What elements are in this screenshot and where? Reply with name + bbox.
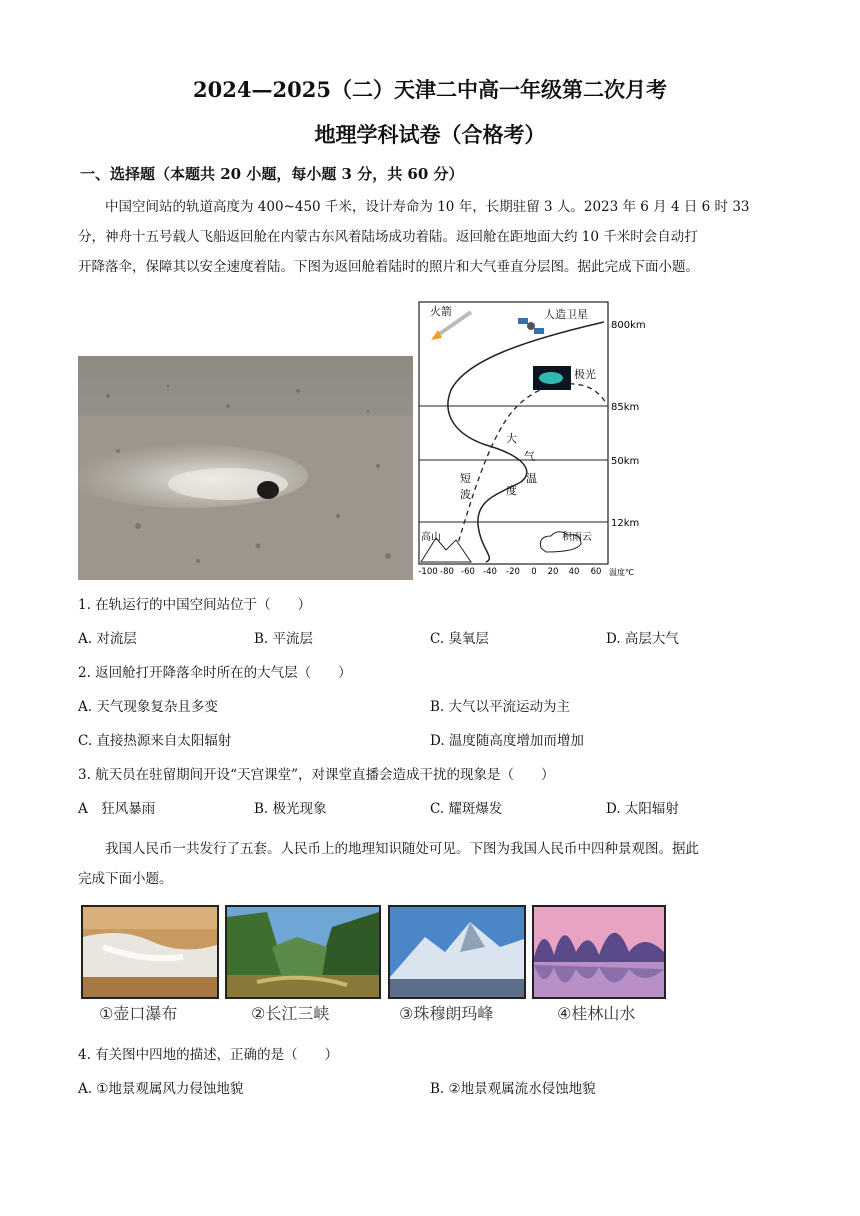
temp-char: 度 xyxy=(506,484,517,497)
question-stem: 3. 航天员在驻留期间开设“天宫课堂”，对课堂直播会造成干扰的现象是（ ） xyxy=(78,767,555,783)
x-tick: -80 xyxy=(440,567,454,577)
option[interactable]: A 狂风暴雨 xyxy=(78,801,156,817)
rocket-label: 火箭 xyxy=(430,305,452,318)
scene-three-gorges xyxy=(225,905,381,999)
option[interactable]: A. 天气现象复杂且多变 xyxy=(78,699,218,715)
option[interactable]: C. 耀斑爆发 xyxy=(430,801,503,817)
x-tick: 20 xyxy=(547,567,559,577)
x-tick: 40 xyxy=(568,567,580,577)
option[interactable]: A. 对流层 xyxy=(78,631,137,647)
capsule-landing-photo xyxy=(78,356,413,580)
x-tick: -100 xyxy=(418,567,438,577)
x-tick: -60 xyxy=(461,567,475,577)
shortwave-char: 短 xyxy=(460,472,471,485)
question-stem: 1. 在轨运行的中国空间站位于（ ） xyxy=(78,597,312,613)
option[interactable]: A. ①地景观属风力侵蚀地貌 xyxy=(78,1081,244,1097)
scene-caption: ②长江三峡 xyxy=(251,1004,330,1023)
altitude-50: 50km xyxy=(611,456,640,467)
passage-line: 开降落伞，保障其以安全速度着陆。下图为返回舱着陆时的照片和大气垂直分层图。据此完成下面小题。 xyxy=(78,259,699,275)
altitude-800: 800km xyxy=(611,320,646,331)
option[interactable]: B. 极光现象 xyxy=(254,801,327,817)
passage-line: 我国人民币一共发行了五套。人民币上的地理知识随处可见。下图为我国人民币中四种景观图。据此 xyxy=(105,841,699,857)
x-tick: -20 xyxy=(506,567,520,577)
passage-line: 完成下面小题。 xyxy=(78,871,173,887)
passage-2 xyxy=(78,834,778,894)
question-stem: 2. 返回舱打开降落伞时所在的大气层（ ） xyxy=(78,665,352,681)
shortwave-char: 波 xyxy=(460,488,471,501)
section-heading: 一、选择题（本题共 20 小题，每小题 3 分，共 60 分） xyxy=(80,165,464,183)
altitude-85: 85km xyxy=(611,402,640,413)
option[interactable]: B. ②地景观属流水侵蚀地貌 xyxy=(430,1081,596,1097)
altitude-12: 12km xyxy=(611,518,640,529)
option[interactable]: B. 大气以平流运动为主 xyxy=(430,699,571,715)
passage-line: 中国空间站的轨道高度为 400~450 千米，设计寿命为 10 年，长期驻留 3 人。2023 年 6 月 4 日 6 时 33 xyxy=(105,199,750,215)
option[interactable]: D. 温度随高度增加而增加 xyxy=(430,733,584,749)
scene-guilin xyxy=(532,905,666,999)
satellite-icon xyxy=(518,318,544,334)
passage-1 xyxy=(78,192,778,282)
question-stem: 4. 有关图中四地的描述，正确的是（ ） xyxy=(78,1047,339,1063)
scene-caption: ③珠穆朗玛峰 xyxy=(399,1004,494,1023)
scene-hukou-waterfall xyxy=(81,905,219,999)
scene-everest xyxy=(388,905,526,999)
cloud-label: 积雨云 xyxy=(562,532,592,543)
scene-caption: ①壶口瀑布 xyxy=(99,1004,178,1023)
x-tick: 60 xyxy=(590,567,602,577)
option[interactable]: D. 太阳辐射 xyxy=(606,801,679,817)
temp-char: 大 xyxy=(506,432,517,445)
atmosphere-layer-diagram xyxy=(416,300,666,582)
option[interactable]: D. 高层大气 xyxy=(606,631,679,647)
exam-title: 2024—2025（二）天津二中高一年级第二次月考 xyxy=(193,77,667,102)
satellite-label: 人造卫星 xyxy=(544,308,588,321)
mountain-label: 高山 xyxy=(421,532,441,543)
x-unit: 温度℃ xyxy=(609,568,634,577)
x-tick: -40 xyxy=(483,567,497,577)
temp-char: 温 xyxy=(526,472,537,485)
temp-char: 气 xyxy=(524,450,535,463)
option[interactable]: B. 平流层 xyxy=(254,631,314,647)
scene-caption: ④桂林山水 xyxy=(557,1004,636,1023)
option[interactable]: C. 臭氧层 xyxy=(430,631,489,647)
x-tick: 0 xyxy=(531,567,537,577)
option[interactable]: C. 直接热源来自太阳辐射 xyxy=(78,733,232,749)
passage-line: 分，神舟十五号载人飞船返回舱在内蒙古东风着陆场成功着陆。返回舱在距地面大约 10 千米时会自动打 xyxy=(78,229,698,245)
exam-subtitle: 地理学科试卷（合格考） xyxy=(314,122,546,147)
aurora-label: 极光 xyxy=(574,368,596,381)
